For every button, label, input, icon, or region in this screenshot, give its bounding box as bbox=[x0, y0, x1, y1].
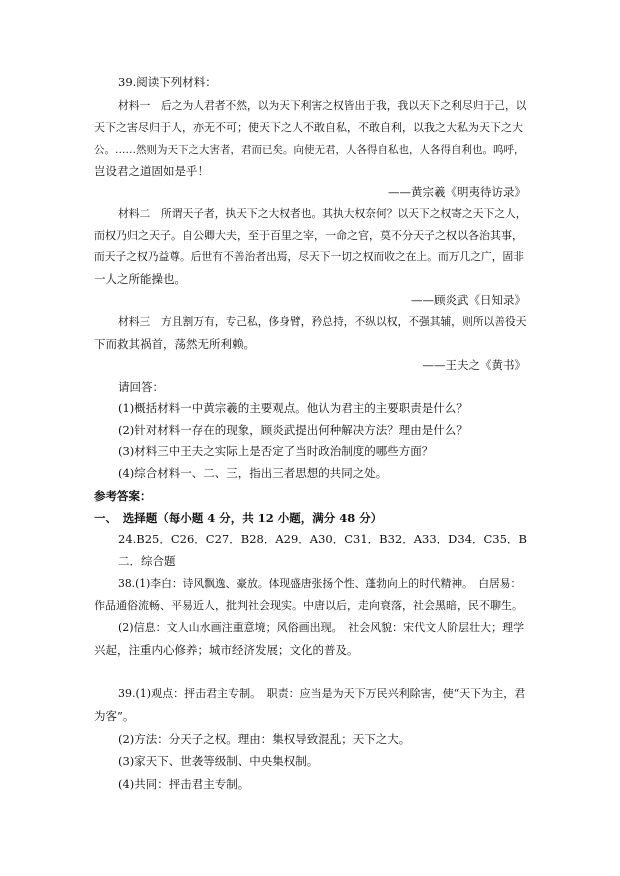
q39-line-5: (4)共同：抨击君主专制。 bbox=[118, 777, 250, 791]
material1-line-4: 岂设君之道固如是乎！ bbox=[94, 164, 209, 178]
q39-line-2: 为客”。 bbox=[94, 709, 135, 723]
material2-line-4: 一人之所能操也。 bbox=[94, 272, 186, 286]
subquestion-3: (3)材料三中王夫之实际上是否定了当时政治制度的哪些方面？ bbox=[118, 444, 434, 458]
q38-line-2: 作品通俗流畅、平易近人，批判社会现实。中唐以后，走向衰落，社会黑暗，民不聊生。 bbox=[94, 599, 523, 612]
material1-line-2: 天下之害尽归于人，亦无不可；使天下之人不敢自私，不敢自利，以我之大私为天下之大 bbox=[94, 121, 523, 134]
q38-line-4: 兴起，注重内心修养；城市经济发展；文化的普及。 bbox=[94, 643, 359, 657]
material1-line-1: 材料一 后之为人君者不然，以为天下利害之权皆出于我，我以天下之利尽归于己，以 bbox=[118, 99, 527, 112]
material3-line-1: 材料三 方且割万有，专己私，侈身臂，矜总持，不纵以权，不强其辅，则所以善役天 bbox=[118, 315, 527, 328]
answer-prompt: 请回答： bbox=[118, 380, 164, 394]
question-heading: 39.阅读下列材料： bbox=[118, 75, 217, 89]
subquestion-2: (2)针对材料一存在的现象，顾炎武提出何种解决方法？理由是什么？ bbox=[118, 423, 468, 437]
section1-title: 一、 选择题（每小题 4 分，共 12 小题，满分 48 分） bbox=[94, 511, 383, 525]
material3-source: ——王夫之《黄书》 bbox=[422, 358, 526, 372]
material2-line-3: 而天子之权乃益尊。后世有不善治者出焉，尽天下一切之权而收之在上。而万几之广，固非 bbox=[94, 250, 525, 263]
material2-line-2: 而权乃归之天子。自公卿大夫，至于百里之宰，一命之官，莫不分天子之权以各治其事， bbox=[94, 229, 523, 242]
material3-line-2: 下而救其祸首，荡然无所利赖。 bbox=[94, 337, 255, 351]
q39-line-3: (2)方法：分天子之权。理由：集权导致混乱；天下之大。 bbox=[118, 732, 411, 746]
material1-line-3: 公。……然则为天下之大害者，君而已矣。向使无君，人各得自私也，人各得自利也。呜呼， bbox=[94, 144, 525, 156]
section2-title: 二．综合题 bbox=[118, 554, 176, 568]
q38-line-1: 38.(1)李白：诗风飘逸、豪放。体现盛唐张扬个性、蓬勃向上的时代精神。 白居易： bbox=[118, 577, 522, 590]
q39-line-4: (3)家天下、世袭等级制、中央集权制。 bbox=[118, 754, 319, 768]
subquestion-4: (4)综合材料一、二、三，指出三者思想的共同之处。 bbox=[118, 466, 388, 480]
material2-source: ——顾炎武《日知录》 bbox=[411, 293, 526, 307]
material1-source: ——黄宗羲《明夷待访录》 bbox=[388, 185, 526, 199]
section1-answers: 24.B25．C26．C27．B28．A29．A30．C31．B32．A33．D34．C35．B bbox=[118, 532, 527, 546]
answers-heading: 参考答案： bbox=[94, 489, 152, 503]
subquestion-1: (1)概括材料一中黄宗羲的主要观点。他认为君主的主要职责是什么？ bbox=[118, 401, 468, 415]
q39-line-1: 39.(1)观点：抨击君主专制。 职责：应当是为天下万民兴利除害，使“天下为主，君 bbox=[118, 687, 526, 700]
q38-line-3: (2)信息：文人山水画注重意境；风俗画出现。 社会风貌：宋代文人阶层壮大；理学 bbox=[118, 621, 525, 634]
material2-line-1: 材料二 所谓天子者，执天下之大权者也。其执大权奈何？以天下之权寄之天下之人， bbox=[118, 207, 527, 220]
